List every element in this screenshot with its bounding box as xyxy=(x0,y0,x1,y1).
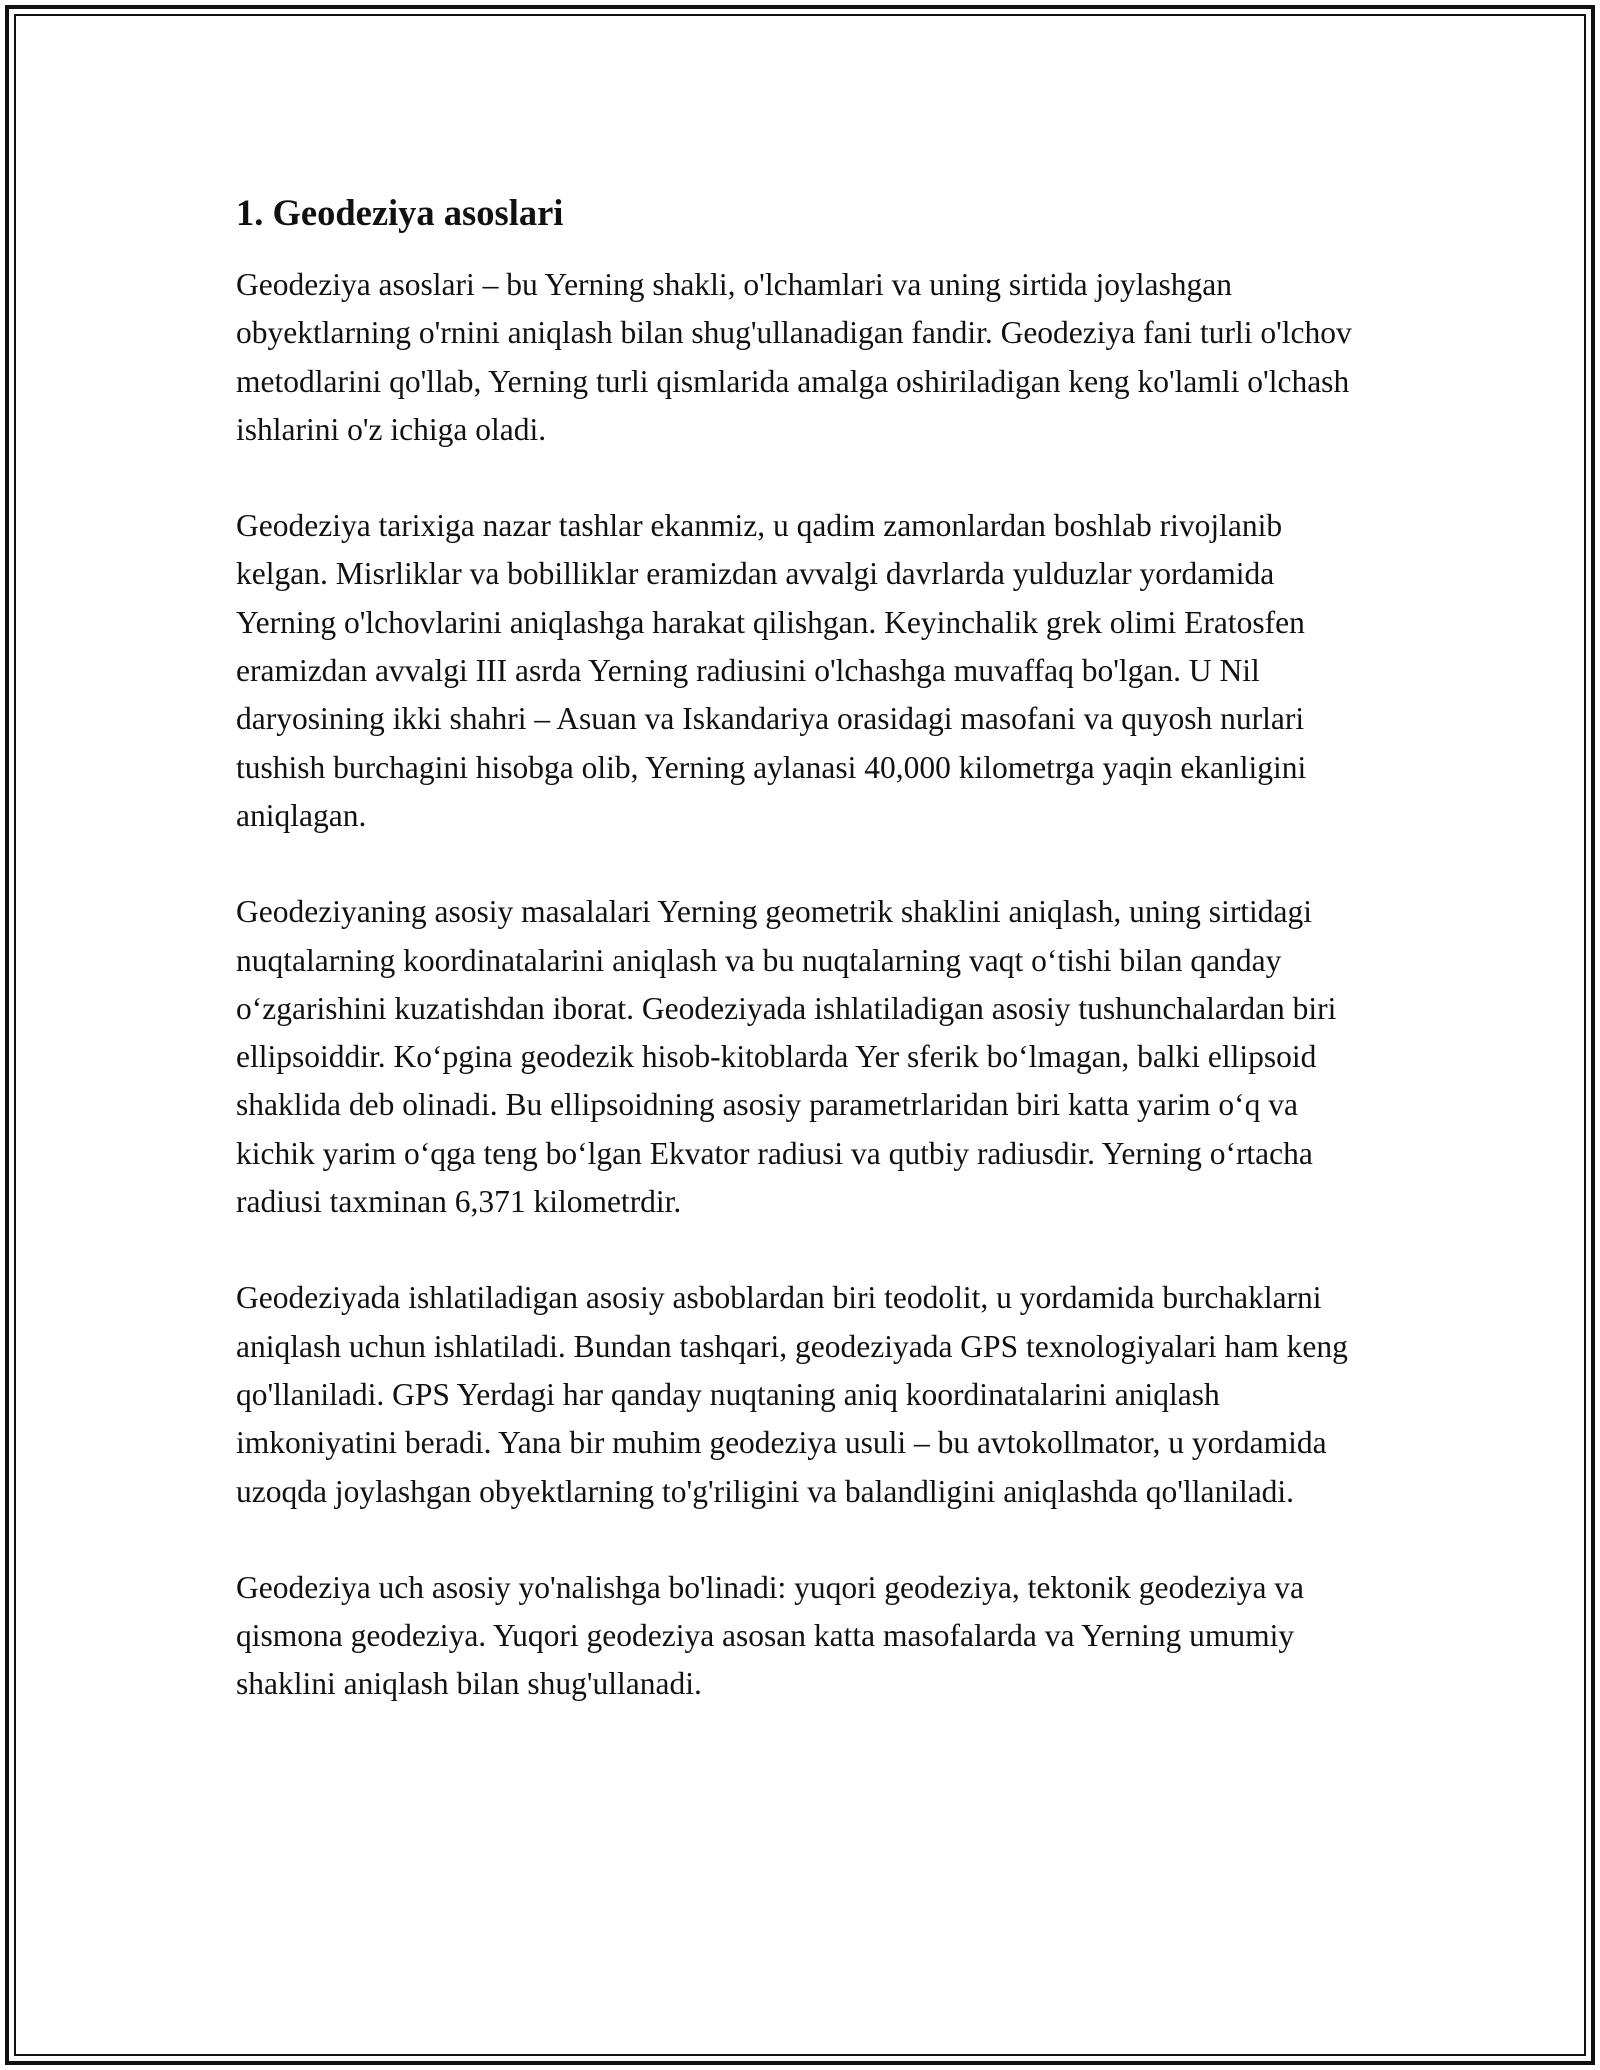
document-body xyxy=(236,188,1376,1709)
paragraph-instruments: Geodeziyada ishlatiladigan asosiy asboblardan biri teodolit, u yordamida burchaklarni aniqlash uchun ishlatiladi. Bundan tashqari, geodeziyada GPS texnologiyalari ham keng qo'llaniladi. GPS Yerdagi har qanday nuqtaning aniq koordinatalarini aniqlash imkoniyatini beradi. Yana bir muhim geodeziya usuli – bu avtokollmator, u yordamida uzoqda joylashgan obyektlarning to'g'riligini va balandligini aniqlashda qo'llaniladi. xyxy=(236,1280,1348,1509)
paragraph-intro: Geodeziya asoslari – bu Yerning shakli, o'lchamlari va uning sirtida joylashgan obyektlarning o'rnini aniqlash bilan shug'ullanadigan fandir. Geodeziya fani turli o'lchov metodlarini qo'llab, Yerning turli qismlarida amalga oshiriladigan keng ko'lamli o'lchash ishlarini o'z ichiga oladi. xyxy=(236,267,1352,447)
paragraph-branches: Geodeziya uch asosiy yo'nalishga bo'linadi: yuqori geodeziya, tektonik geodeziya va qismona geodeziya. Yuqori geodeziya asosan katta masofalarda va Yerning umumiy shaklini aniqlash bilan shug'ullanadi. xyxy=(236,1569,1305,1702)
paragraph-history: Geodeziya tarixiga nazar tashlar ekanmiz, u qadim zamonlardan boshlab rivojlanib kelgan. Misrliklar va bobilliklar eramizdan avvalgi davrlarda yulduzlar yordamida Yerning o'lchovlarini aniqlashga harakat qilishgan. Keyinchalik grek olimi Eratosfen eramizdan avvalgi III asrda Yerning radiusini o'lchashga muvaffaq bo'lgan. U Nil daryosining ikki shahri – Asuan va Iskandariya orasidagi masofani va quyosh nurlari tushish burchagini hisobga olib, Yerning aylanasi 40,000 kilometrga yaqin ekanligini aniqlagan. xyxy=(236,508,1307,833)
paragraph-main-tasks: Geodeziyaning asosiy masalalari Yerning geometrik shaklini aniqlash, uning sirtidagi nuqtalarning koordinatalarini aniqlash va bu nuqtalarning vaqt o‘tishi bilan qanday o‘zgarishini kuzatishdan iborat. Geodeziyada ishlatiladigan asosiy tushunchalardan biri ellipsoiddir. Ko‘pgina geodezik hisob-kitoblarda Yer sferik bo‘lmagan, balki ellipsoid shaklida deb olinadi. Bu ellipsoidning asosiy parametrlaridan biri katta yarim o‘q va kichik yarim o‘qga teng bo‘lgan Ekvator radiusi va qutbiy radiusdir. Yerning o‘rtacha radiusi taxminan 6,371 kilometrdir. xyxy=(236,894,1337,1220)
section-heading: 1. Geodeziya asoslari xyxy=(236,192,564,233)
